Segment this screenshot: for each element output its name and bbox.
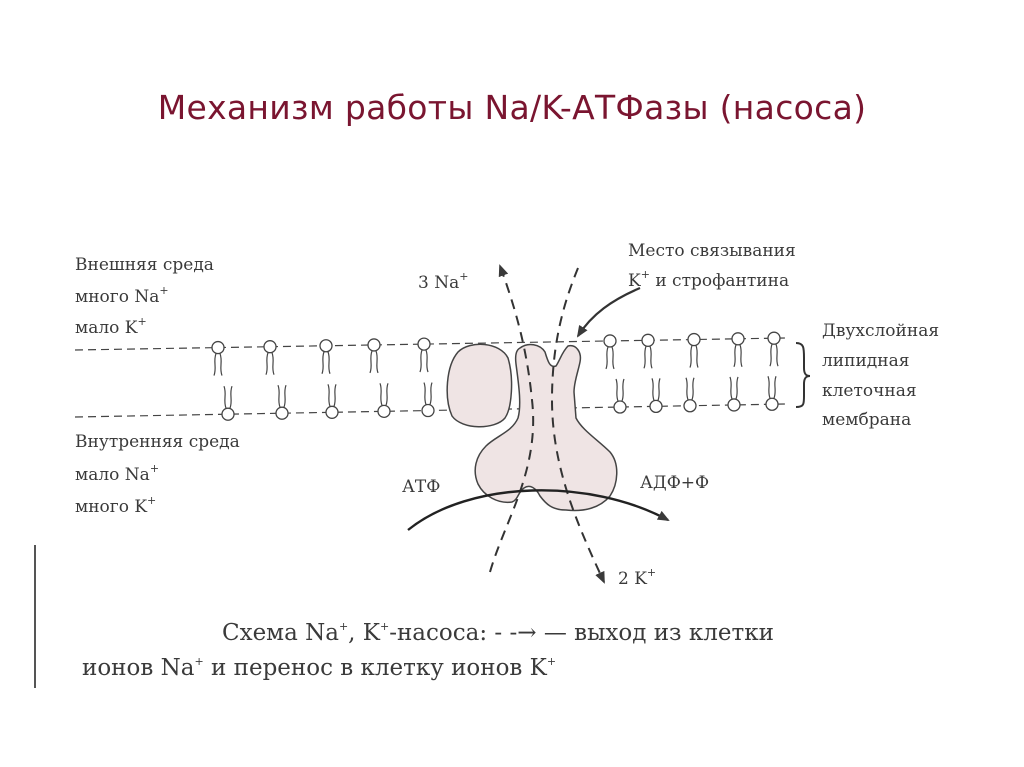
- binding-site-line2: K+ и строфантина: [628, 268, 790, 291]
- lipid-bottom-4: [422, 383, 434, 417]
- lipid-bottom-7: [684, 378, 696, 412]
- lipid-top-1: [264, 341, 276, 375]
- lipid-top-8: [732, 333, 744, 367]
- outer-env-line2: много Na+: [75, 284, 169, 307]
- lipid-top-4: [418, 338, 430, 372]
- membrane-label-line2: липидная: [822, 351, 910, 371]
- lipid-top-6: [642, 334, 654, 368]
- lipid-bottom-1: [276, 385, 288, 419]
- inner-env-line1: Внутренняя среда: [75, 432, 240, 452]
- atp-label: АТФ: [402, 477, 441, 497]
- lipid-bottom-2: [326, 384, 338, 418]
- inner-env-line3: много K+: [75, 494, 157, 517]
- lipid-top-9: [768, 332, 780, 366]
- slide-title: Механизм работы Na/K-АТФазы (насоса): [157, 88, 867, 127]
- lipid-bottom-5: [614, 379, 626, 413]
- membrane-brace: [796, 343, 810, 407]
- lipid-top-7: [688, 334, 700, 368]
- lipid-bottom-6: [650, 378, 662, 412]
- outer-env-line3: мало K+: [75, 315, 147, 338]
- lipid-top-2: [320, 340, 332, 374]
- lipid-top-3: [368, 339, 380, 373]
- membrane-label-line4: мембрана: [822, 410, 912, 430]
- lipid-bottom-0: [222, 386, 234, 420]
- binding-site-arrow: [578, 288, 640, 336]
- caption-line2: ионов Na+ и перенос в клетку ионов K+: [82, 655, 557, 681]
- membrane-label-line1: Двухслойная: [822, 321, 940, 341]
- binding-site-line1: Место связывания: [628, 241, 796, 261]
- lipid-top-5: [604, 335, 616, 369]
- membrane-label-line3: клеточная: [822, 381, 917, 401]
- lipid-top-0: [212, 342, 224, 376]
- adp-label: АДФ+Ф: [640, 473, 710, 493]
- sodium-out-label: 3 Na+: [418, 270, 469, 293]
- outer-env-line1: Внешняя среда: [75, 255, 214, 275]
- inner-env-line2: мало Na+: [75, 462, 160, 485]
- lipid-bottom-3: [378, 383, 390, 417]
- potassium-in-label: 2 K+: [618, 566, 657, 589]
- lipid-bottom-8: [728, 377, 740, 411]
- lipid-bottom-9: [766, 376, 778, 410]
- channel-protein: [447, 344, 511, 426]
- atp-hydrolysis-arrow: [408, 490, 668, 530]
- caption-line1: Схема Na+, K+-насоса: - -→ — выход из клетки: [222, 620, 774, 646]
